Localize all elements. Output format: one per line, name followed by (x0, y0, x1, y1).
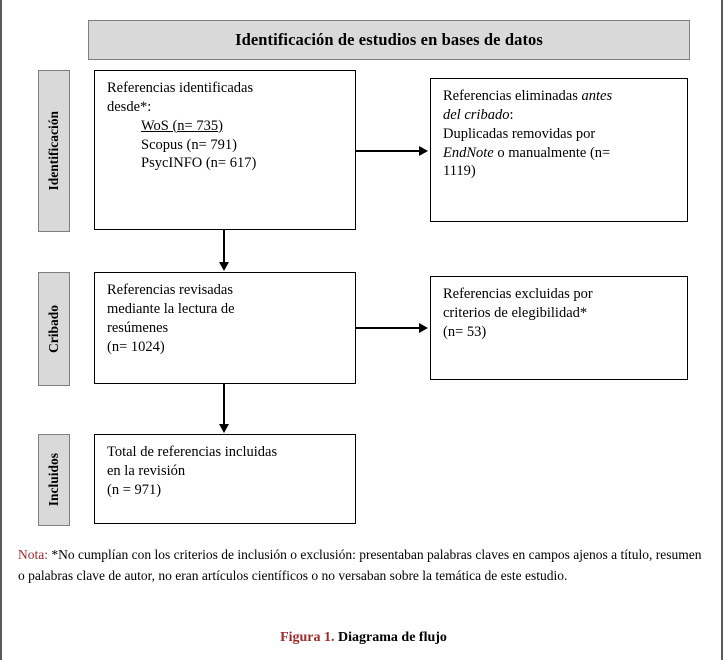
stage-label-cribado (38, 272, 70, 386)
stage-label-identificacion-text: Identificación (46, 111, 61, 191)
box-revisadas-line2: mediante la lectura de (107, 300, 235, 317)
box-eliminadas-line4 (443, 144, 677, 163)
figure-caption-title: Diagrama de flujo (334, 630, 447, 645)
source-wos-text: WoS (n= 735) (141, 117, 223, 134)
box-eliminadas-line1-italic: antes (581, 88, 613, 104)
arrow-identificadas-to-eliminadas-head (419, 146, 428, 156)
box-eliminadas-line4-plain: o manualmente (n= (493, 144, 611, 161)
box-revisadas-line1: Referencias revisadas (107, 282, 234, 298)
box-incluidas-line3: (n = 971) (107, 481, 162, 498)
diagram-header-banner (88, 20, 690, 60)
box-excluidas-line3: (n= 53) (443, 323, 487, 340)
figure-note-label: Nota: (18, 547, 52, 562)
box-eliminadas-line3: Duplicadas removidas por (443, 125, 596, 142)
arrow-revisadas-to-incluidas-head (219, 424, 229, 433)
box-revisadas-line4: (n= 1024) (107, 338, 165, 355)
arrow-identificadas-to-revisadas-head (219, 262, 229, 271)
box-excluidas-line1: Referencias excluidas por (443, 286, 593, 302)
box-referencias-identificadas (94, 70, 356, 230)
box-identificadas-source-wos (107, 117, 345, 136)
box-incluidas-line2: en la revisión (107, 462, 186, 479)
box-excluidas-line2: criterios de elegibilidad* (443, 304, 588, 321)
box-eliminadas-line5: 1119) (443, 163, 476, 180)
arrow-revisadas-to-incluidas-line (223, 384, 225, 425)
arrow-identificadas-to-eliminadas-line (356, 150, 420, 152)
box-revisadas-line3: resúmenes (107, 319, 169, 336)
figure-caption (2, 630, 723, 646)
figure-note (18, 545, 708, 587)
figure-note-text: *No cumplían con los criterios de inclusión o exclusión: presentaban palabras claves en campos ajenos a título, resumen o palabras clave de autor, no eran artículos científicos o no versaban sobre la temática de este estudio. (18, 547, 702, 583)
box-eliminadas-endnote-italic: EndNote (443, 144, 494, 161)
box-identificadas-source-scopus: Scopus (n= 791) (141, 136, 237, 153)
box-eliminadas-line2 (443, 106, 677, 125)
box-identificadas-line1: Referencias identificadas (107, 80, 254, 96)
box-eliminadas-line1 (443, 87, 677, 106)
box-eliminadas-line2-italic: del cribado (443, 106, 510, 123)
stage-label-identificacion (38, 70, 70, 232)
box-identificadas-line2: desde*: (107, 98, 152, 115)
box-referencias-incluidas (94, 434, 356, 524)
figure-caption-number: Figura 1. (280, 630, 335, 645)
arrow-revisadas-to-excluidas-line (356, 327, 420, 329)
stage-label-cribado-text: Cribado (46, 304, 61, 353)
box-eliminadas-line1-plain: Referencias eliminadas (443, 88, 582, 104)
stage-label-incluidos (38, 434, 70, 526)
arrow-revisadas-to-excluidas-head (419, 323, 428, 333)
arrow-identificadas-to-revisadas-line (223, 230, 225, 263)
box-identificadas-source-psycinfo: PsycINFO (n= 617) (141, 155, 257, 172)
box-referencias-revisadas (94, 272, 356, 384)
box-eliminadas-line2-plain: : (509, 106, 514, 123)
diagram-header-title: Identificación de estudios en bases de datos (235, 30, 543, 49)
box-incluidas-line1: Total de referencias incluidas (107, 444, 278, 460)
stage-label-incluidos-text: Incluidos (46, 453, 61, 507)
box-referencias-eliminadas (430, 78, 688, 222)
box-referencias-excluidas (430, 276, 688, 380)
